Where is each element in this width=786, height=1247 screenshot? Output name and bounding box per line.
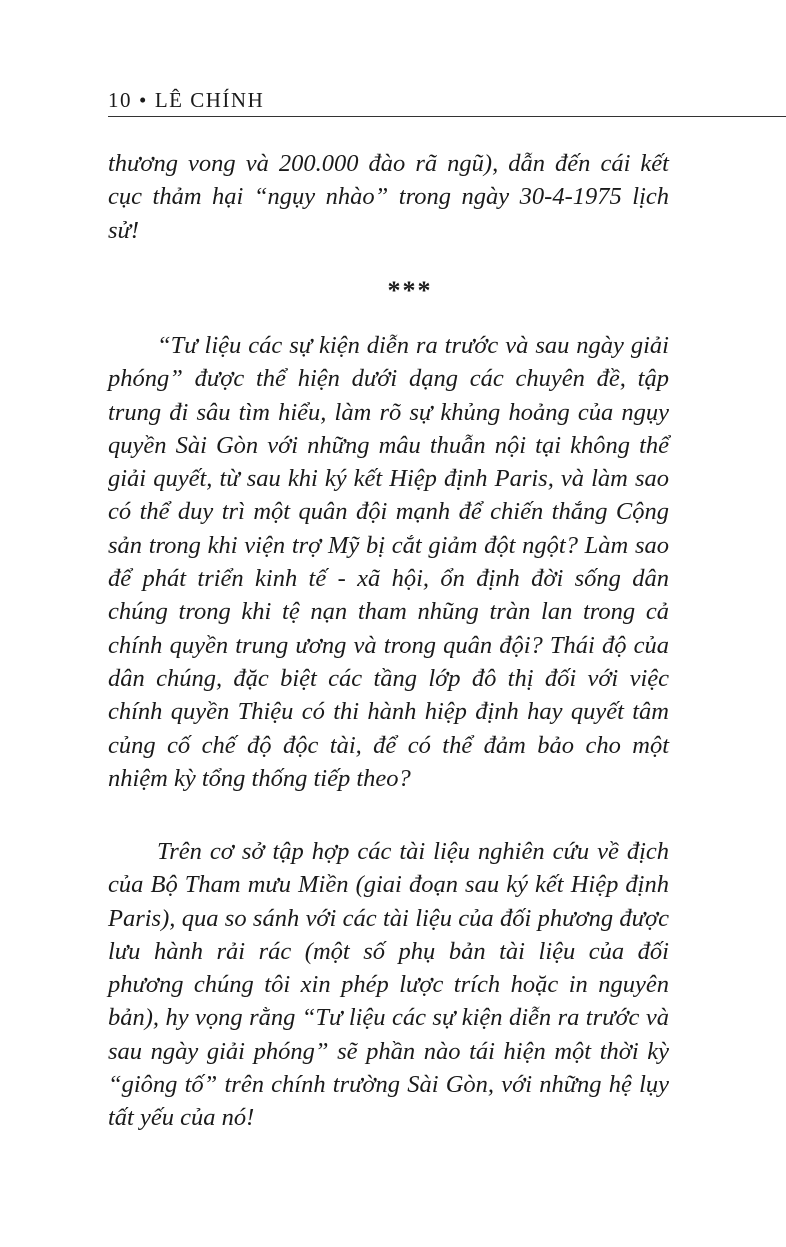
page-number: 10 — [108, 88, 132, 112]
continuation-paragraph: thương vong và 200.000 đào rã ngũ), dẫn đến cái kết cục thảm hại “ngụy nhào” trong ngày 30-4-1975 lịch sử! — [108, 150, 669, 244]
paragraph-2: Trên cơ sở tập hợp các tài liệu nghiên cứu về địch của Bộ Tham mưu Miền (giai đoạn sau ký kết Hiệp định Paris), qua so sánh với các tài liệu của đối phương được lưu hành rải rác (một số phụ bản tài liệu của đối phương chúng tôi xin phép lược trích hoặc in nguyên bản), hy vọng rằng “Tư liệu các sự kiện diễn ra trước và sau ngày giải phóng” sẽ phần nào tái hiện một thời kỳ “giông tố” trên chính trường Sài Gòn, với những hệ lụy tất yếu của nó! — [108, 838, 669, 1132]
running-header — [108, 86, 786, 117]
author-name: LÊ CHÍNH — [154, 88, 265, 112]
paragraph-1: “Tư liệu các sự kiện diễn ra trước và sau ngày giải phóng” được thể hiện dưới dạng các chuyên đề, tập trung đi sâu tìm hiểu, làm rõ sự khủng hoảng của ngụy quyền Sài Gòn với những mâu thuẫn nội tại không thể giải quyết, từ sau khi ký kết Hiệp định Paris, và làm sao có thể duy trì một quân đội mạnh để chiến thắng Cộng sản trong khi viện trợ Mỹ bị cắt giảm đột ngột? Làm sao để phát triển kinh tế - xã hội, ổn định đời sống dân chúng trong khi tệ nạn tham nhũng tràn lan trong cả chính quyền trung ương và trong quân đội? Thái độ của dân chúng, đặc biệt các tầng lớp đô thị đối với việc chính quyền Thiệu có thi hành hiệp định hay quyết tâm củng cố chế độ độc tài, để có thể đảm bảo cho một nhiệm kỳ tổng thống tiếp theo? — [108, 332, 669, 792]
header-bullet: • — [139, 88, 148, 112]
section-separator: *** — [387, 276, 433, 305]
